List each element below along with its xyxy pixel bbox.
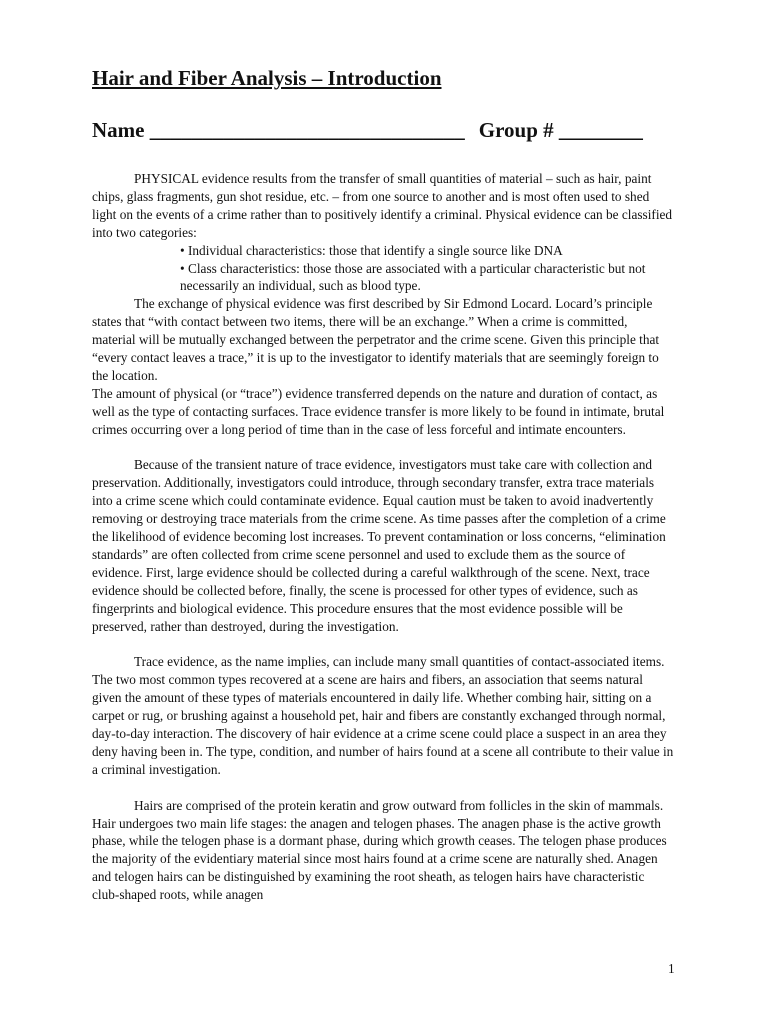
paragraph-hair-life-stages: Hairs are comprised of the protein keratin and grow outward from follicles in the skin of mammals. Hair undergoes two main life stages: the anagen and telogen phases. The anagen phase is the active growth phase, while the telogen phase is a dormant phase, during which growth ceases. The telogen phase produces the majority of the evidentiary material since most hairs found at a crime scene are naturally shed. Anagen and telogen hairs can be distinguished by examining the root sheath, as telogen hairs have characteristic club-shaped roots, while anagen	[92, 797, 667, 903]
page-number: 1	[668, 961, 675, 976]
paragraph-trace-amount: The amount of physical (or “trace”) evidence transferred depends on the nature and duration of contact, as well as the type of contacting surfaces. Trace evidence transfer is more likely to be found in intimate, brutal crimes occurring over a long period of time than in the case of less forceful and intimate encounters.	[92, 385, 665, 437]
bullet-individual-characteristics: • Individual characteristics: those that identify a single source like DNA	[180, 242, 563, 258]
document-body	[92, 170, 674, 904]
paragraph-hairs-and-fibers: Trace evidence, as the name implies, can include many small quantities of contact-associated items. The two most common types recovered at a scene are hairs and fibers, an association that seems natural given the amount of these types of materials encountered in daily life. Whether combing hair, sitting on a carpet or rug, or brushing against a household pet, hair and fibers are constantly exchanged through normal, day-to-day interaction. The discovery of hair evidence at a crime scene could place a suspect in an area they deny having been in. The type, condition, and number of hairs found at a scene all contribute to their value in a criminal investigation.	[92, 654, 674, 777]
paragraph-locard-principle: The exchange of physical evidence was first described by Sir Edmond Locard. Locard’s principle states that “with contact between two items, there will be an exchange.” When a crime is committed, material will be mutually exchanged between the perpetrator and the crime scene. Given this principle that “every contact leaves a trace,” it is up to the investigator to identify materials that are seemingly foreign to the location.	[92, 296, 660, 383]
bullet-class-characteristics: • Class characteristics: those those are associated with a particular characteristic but not necessarily an individual, such as blood type.	[180, 260, 646, 294]
group-field-label: Group # ________	[478, 118, 643, 142]
name-group-line	[92, 118, 643, 143]
document-title: Hair and Fiber Analysis – Introduction	[92, 66, 442, 90]
paragraph-collection-preservation: Because of the transient nature of trace evidence, investigators must take care with collection and preservation. Additionally, investigators could introduce, through secondary transfer, extra trace materials into a crime scene which could contaminate evidence. Equal caution must be taken to avoid inadvertently removing or destroying trace materials from the crime scene. As time passes after the completion of a crime the likelihood of evidence becoming lost increases. To prevent contamination or loss concerns, “elimination standards” are often collected from crime scene personnel and used to exclude them as the source of evidence. First, large evidence should be collected during a careful walkthrough of the scene. Next, trace evidence should be collected before, finally, the scene is processed for other types of evidence, such as fingerprints and biological evidence. This procedure ensures that the most evidence possible will be preserved, rather than destroyed, during the investigation.	[92, 457, 666, 634]
name-field-label: Name ______________________________	[92, 118, 465, 142]
paragraph-physical-evidence: PHYSICAL evidence results from the transfer of small quantities of material – such as hair, paint chips, glass fragments, gun shot residue, etc. – from one source to another and is most often used to shed light on the events of a crime rather than to positively identify a criminal. Physical evidence can be classified into two categories:	[92, 171, 673, 240]
